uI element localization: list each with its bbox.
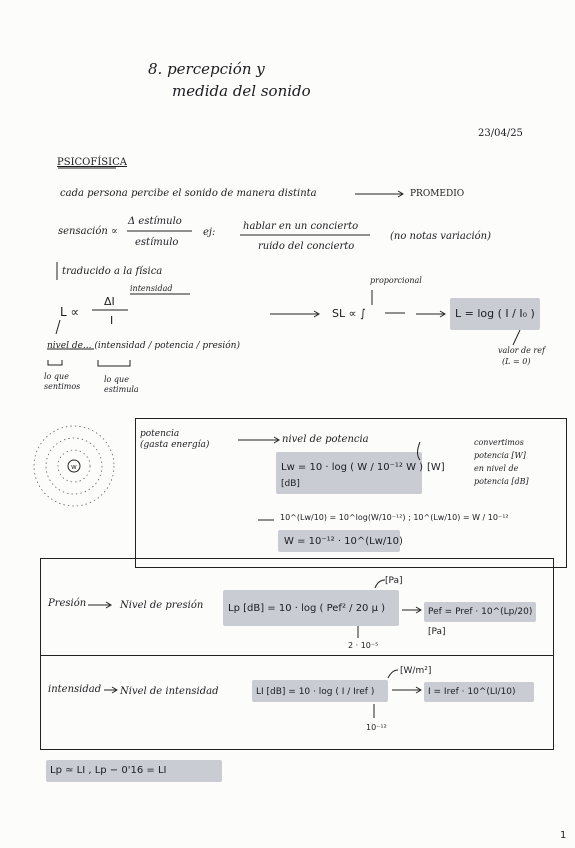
potencia-formula: Lw = 10 · log ( W / 10⁻¹² W ) (281, 462, 424, 473)
SL-integral: SL ∝ ∫ (332, 307, 366, 320)
presion-result: Pef = Pref · 10^(Lp/20) (428, 607, 533, 617)
intensidad-result: I = Iref · 10^(LI/10) (428, 687, 516, 697)
potencia-nivel: nivel de potencia (282, 434, 369, 445)
fraction-num: Δ estímulo (128, 216, 182, 227)
traducido-label: traducido a la física (62, 266, 163, 277)
sound-source-sketch (68, 460, 80, 472)
conv-4: potencia [dB] (474, 477, 529, 486)
potencia-unit-db: [dB] (281, 479, 300, 489)
page-number: 1 (560, 830, 567, 841)
fraction-den: estímulo (135, 237, 179, 248)
potencia-eq2: 10^(Lw/10) = 10^log(W/10⁻¹²) ; 10^(Lw/10) = W / 10⁻¹² (280, 513, 509, 522)
conv-3: en nivel de (474, 464, 519, 473)
sensacion-label: sensación ∝ (58, 226, 118, 237)
section-heading: PSICOFÍSICA (57, 157, 127, 168)
lo-que-sentimos-1: lo que (44, 372, 69, 381)
presion-unit: [Pa] (385, 576, 403, 586)
presion-nivel: Nivel de presión (120, 600, 204, 611)
niveles-box (40, 558, 554, 750)
title-line-1: 8. percepción y (148, 60, 265, 78)
intensidad-note: intensidad (130, 284, 173, 293)
potencia-label-1: potencia (140, 429, 180, 439)
potencia-formula3: W = 10⁻¹² · 10^(Lw/10) (284, 536, 403, 547)
presion-formula: Lp [dB] = 10 · log ( Pef² / 20 μ ) (228, 603, 386, 614)
presion-result-unit: [Pa] (428, 627, 446, 637)
promedio-label: PROMEDIO (410, 189, 465, 199)
valor-ref-1: valor de ref (498, 346, 545, 355)
L-proportional: L ∝ (60, 305, 80, 319)
intro-line: cada persona percibe el sonido de manera distinta (60, 188, 317, 199)
conv-2: potencia [W] (474, 451, 526, 460)
intensidad-unit: [W/m²] (400, 666, 432, 676)
proporcional-note: proporcional (370, 276, 422, 285)
date: 23/04/25 (478, 128, 523, 139)
intensidad-label: intensidad (48, 684, 102, 695)
nota: (no notas variación) (390, 231, 492, 242)
presion-label: Presión (48, 598, 87, 609)
svg-text:w: w (71, 463, 77, 471)
ej-num: hablar en un concierto (243, 221, 359, 232)
ej-den: ruido del concierto (258, 241, 355, 252)
potencia-unit-w: [W] (427, 462, 445, 473)
intensidad-ref: 10⁻¹² (366, 723, 387, 732)
nivel-line: nivel de... (intensidad / potencia / presión) (47, 341, 240, 351)
formula-L: L = log ( I / I₀ ) (455, 307, 535, 320)
intensidad-formula: LI [dB] = 10 · log ( I / Iref ) (256, 687, 375, 697)
lo-que-estimula-2: estimula (104, 385, 139, 394)
presion-ref: 2 · 10⁻⁵ (348, 641, 379, 650)
niveles-divider (40, 655, 554, 656)
valor-ref-2: (L = 0) (502, 357, 531, 366)
I-den: I (110, 314, 114, 327)
potencia-label-2: (gasta energía) (140, 440, 210, 450)
conv-1: convertimos (474, 438, 524, 447)
title-line-2: medida del sonido (172, 82, 311, 100)
ej-label: ej: (203, 227, 216, 238)
lo-que-sentimos-2: sentimos (44, 382, 81, 391)
bottom-formula: Lp ≃ LI , Lp − 0'16 = LI (50, 765, 167, 776)
delta-I: ΔI (104, 295, 115, 308)
lo-que-estimula-1: lo que (104, 375, 129, 384)
intensidad-nivel: Nivel de intensidad (120, 686, 219, 697)
